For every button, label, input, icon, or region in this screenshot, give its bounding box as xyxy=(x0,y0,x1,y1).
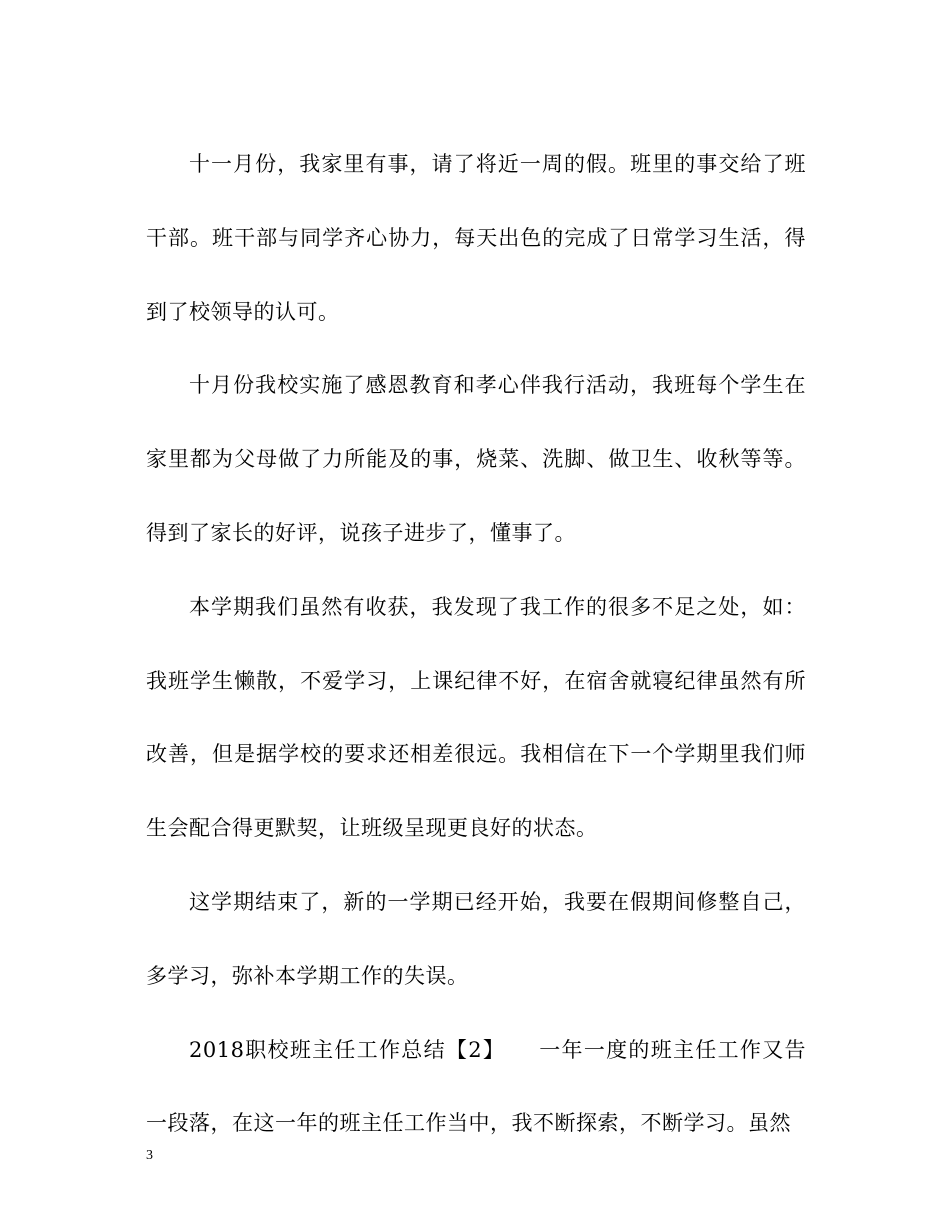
paragraph-4: 这学期结束了，新的一学期已经开始，我要在假期间修整自己，多学习，弥补本学期工作的失误。 xyxy=(146,889,806,988)
page-number: 3 xyxy=(146,1148,153,1163)
body-text xyxy=(146,128,806,1161)
paragraph-2: 十月份我校实施了感恩教育和孝心伴我行活动，我班每个学生在家里都为父母做了力所能及的事，烧菜、洗脚、做卫生、收秋等等。得到了家长的好评，说孩子进步了，懂事了。 xyxy=(146,373,806,545)
paragraph-3: 本学期我们虽然有收获，我发现了我工作的很多不足之处，如：我班学生懒散，不爱学习，上课纪律不好，在宿舍就寝纪律虽然有所改善，但是据学校的要求还相差很远。我相信在下一个学期里我们师生会配合得更默契，让班级呈现更良好的状态。 xyxy=(146,594,806,841)
paragraph-1: 十一月份，我家里有事，请了将近一周的假。班里的事交给了班干部。班干部与同学齐心协力，每天出色的完成了日常学习生活，得到了校领导的认可。 xyxy=(146,152,806,324)
paragraph-5: 2018职校班主任工作总结【2】 一年一度的班主任工作又告一段落，在这一年的班主任工作当中，我不断探索，不断学习。虽然 xyxy=(146,1037,806,1136)
